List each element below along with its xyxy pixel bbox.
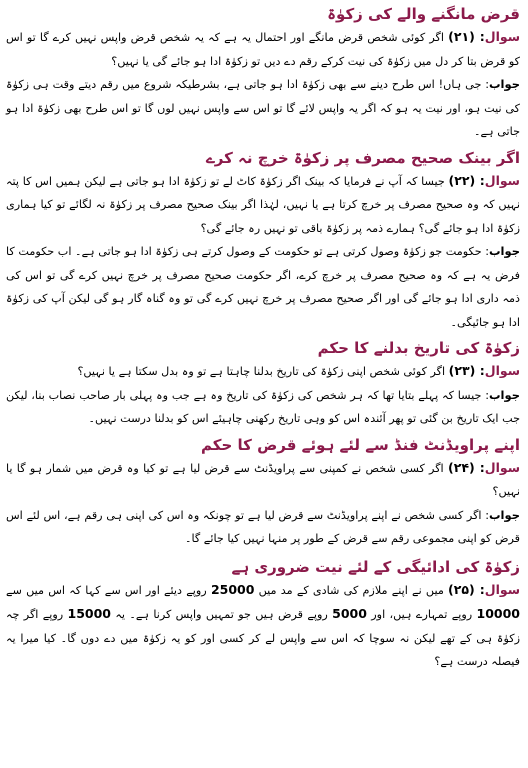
- question-text-c: روپے تمہارے ہیں، اور: [371, 608, 473, 621]
- answer-text: : جی ہاں! اس طرح دینے سے بھی زکوٰۃ ادا ہو جاتی ہے، بشرطیکہ شروع میں رقم دیتے وقت ہی زکوٰۃ کی نیت ہو، اور نیت یہ ہو کہ اگر یہ واپس لائے گا تو اس سے واپس نہیں لوں گا تو اس طرح بھی زکوٰۃ ادا ہو جاتی ہے۔: [6, 78, 520, 138]
- answer-label: جواب: [489, 387, 520, 402]
- question-text-b: روپے دیئے اور اس سے کہا کہ اس میں سے: [6, 583, 207, 597]
- answer-23: [6, 384, 520, 431]
- question-number: : (۲۳): [448, 363, 485, 378]
- question-text-a: میں نے اپنے ملازم کی شادی کے مد میں: [258, 583, 444, 597]
- question-text: اگر کوئی شخص اپنی زکوٰۃ کی تاریخ بدلنا چاہتا ہے تو وہ بدل سکتا ہے یا نہیں؟: [77, 365, 446, 378]
- answer-22: [6, 240, 520, 334]
- amount-5000: 5000: [332, 606, 367, 621]
- answer-label: جواب: [489, 244, 520, 258]
- answer-label: جواب: [489, 77, 520, 91]
- question-25: [6, 578, 520, 674]
- question-text-e: روپے اگر چہ زکوٰۃ ہی کے تھے لیکن نہ سوچا کہ اس سے واپس لے کر کسی اور کو یہ زکوٰۃ میں دے دوں گا۔ کیا میرا یہ فیصلہ درست ہے؟: [6, 608, 520, 668]
- question-text: اگر کسی شخص نے کمپنی سے پراویڈنٹ سے قرض لیا ہے تو کیا وہ قرض میں شمار ہو گا یا نہیں؟: [6, 461, 520, 498]
- section-heading-2: اگر بینک صحیح مصرف پر زکوٰۃ خرچ نہ کرے: [205, 148, 520, 167]
- question-24: [6, 456, 520, 504]
- question-number: : (۲۱): [448, 29, 485, 44]
- question-label: سوال: [484, 363, 520, 378]
- question-label: سوال: [484, 29, 520, 44]
- section-heading-1: قرض مانگنے والے کی زکوٰۃ: [327, 5, 520, 23]
- question-text: اگر کوئی شخص قرض مانگے اور احتمال یہ ہے کہ یہ شخص قرض واپس نہیں کرے گا تو اس کو قرض بتا کر دل میں زکوٰۃ کی نیت کرکے رقم دے دیں تو زکوٰۃ ادا ہو جائے گی یا نہیں؟: [6, 31, 520, 68]
- question-number: : (۲۵): [448, 581, 485, 597]
- answer-label: جواب: [489, 507, 520, 522]
- question-label: سوال: [484, 172, 520, 188]
- question-22: [6, 169, 520, 241]
- document-page: [0, 3, 528, 768]
- question-label: سوال: [484, 459, 521, 475]
- amount-15000: 15000: [67, 606, 112, 621]
- question-21: [6, 25, 520, 73]
- section-heading-5: زکوٰۃ کی ادائیگی کے لئے نیت ضروری ہے: [231, 557, 520, 576]
- question-number: : (۲۴): [447, 459, 485, 475]
- question-label: سوال: [484, 581, 520, 597]
- answer-text: : حکومت جو زکوٰۃ وصول کرتی ہے تو حکومت کے وصول کرتے ہی زکوٰۃ ادا ہو جاتی ہے۔ اب حکومت کا فرض یہ ہے کہ وہ صحیح مصرف پر خرچ کرے، اگر حکومت صحیح مصرف پر خرچ نہیں کرے گی تو اس کی ذمہ داری ادا ہو جائے گی اور اگر صحیح مصرف پر خرچ نہیں کرے گی تو وہ گناہ گار ہو گی لیکن آپ کی زکوٰۃ ادا ہو جائیگی۔: [6, 245, 520, 329]
- amount-25000: 25000: [210, 581, 255, 597]
- answer-text: : جیسا کہ پہلے بتایا تھا کہ ہر شخص کی زکوٰۃ کی تاریخ وہ ہے جب وہ پہلی بار صاحب نصاب بنا، لیکن جب ایک تاریخ بن گئی تو پھر آئندہ اس کو وہی تاریخ رکھنی چاہیئے اس کو بدلنا درست نہیں۔: [6, 388, 520, 425]
- answer-21: [6, 73, 520, 144]
- section-heading-4: اپنے پراویڈنٹ فنڈ سے لئے ہوئے قرض کا حکم: [201, 435, 520, 454]
- amount-10000: 10000: [476, 606, 521, 621]
- question-text: جیسا کہ آپ نے فرمایا کہ بینک اگر زکوٰۃ کاٹ لے تو زکوٰۃ ادا ہو جاتی ہے لیکن ہمیں اس کا پتہ نہیں کہ وہ صحیح مصرف پر خرچ کرتا ہے یا نہیں، لہٰذا اگر بینک صحیح مصرف پر زکوٰۃ نہ لگائے تو کیا ہماری زکوٰۃ ادا ہو جائے گی؟ ہمارے ذمہ پر زکوٰۃ باقی تو نہیں رہ جائے گی؟: [6, 174, 520, 235]
- answer-24: [6, 504, 520, 551]
- question-text-d: روپے قرض ہیں جو تمہیں واپس کرنا ہے۔ یہ: [115, 608, 328, 621]
- section-heading-3: زکوٰۃ کی تاریخ بدلنے کا حکم: [317, 339, 520, 357]
- answer-text: : اگر کسی شخص نے اپنے پراویڈنٹ سے قرض لیا ہے تو چونکہ وہ اس کی اپنی ہی رقم ہے، اس لئے اس قرض کو اپنی مجموعی رقم سے قرض کے طور پر منہا نہیں کیا جائے گا۔: [6, 508, 520, 545]
- question-23: [6, 359, 520, 384]
- question-number: : (۲۲): [448, 172, 485, 188]
